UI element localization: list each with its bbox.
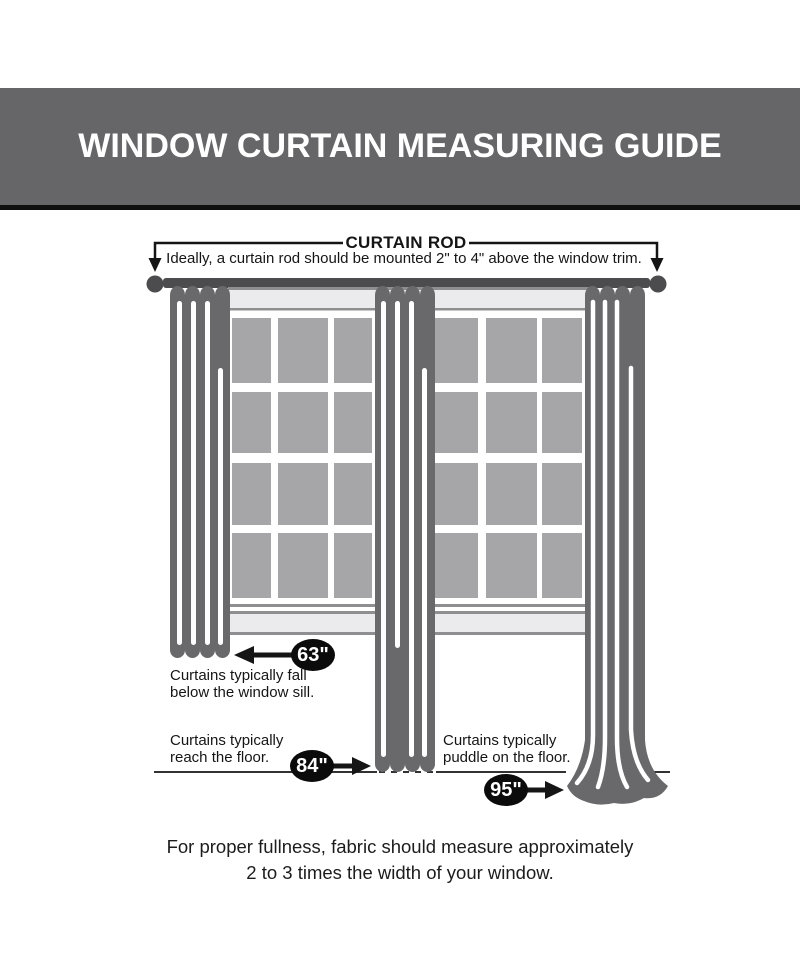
window-pane [435,463,478,525]
page-title: WINDOW CURTAIN MEASURING GUIDE [78,127,722,165]
rod-finial-left [147,276,164,293]
caption-line: below the window sill. [170,684,315,701]
caption-line: reach the floor. [170,749,270,766]
measure-arrow-63 [234,646,295,664]
arrow-down-icon [149,258,162,272]
caption-line: Curtains typically fall [170,667,307,684]
caption-line: Curtains typically [443,732,557,749]
measurement-badge-95 [484,774,528,806]
rod-finial-right [650,276,667,293]
window-pane [486,463,537,525]
arrow-down-icon [651,258,664,272]
window-pane [334,463,372,525]
measurement-value: 84" [296,754,328,777]
window-pane [435,392,478,453]
window-pane [486,533,537,598]
caption-line: Curtains typically [170,732,284,749]
curtain-right [567,286,668,805]
window-pane [334,533,372,598]
rod-callout-description: Ideally, a curtain rod should be mounted 2" to 4" above the window trim. [166,250,642,267]
window-pane [542,533,582,598]
window-pane [542,392,582,453]
window-pane [486,318,537,383]
window-pane [334,392,372,453]
window-pane [232,533,271,598]
window-pane [232,392,271,453]
caption-below-sill [170,667,314,701]
window-pane [232,463,271,525]
caption-reach-floor [170,732,283,766]
measurement-value: 95" [490,778,522,801]
rod-callout-label: CURTAIN ROD [345,233,467,252]
fullness-note [0,834,800,886]
window-pane [542,318,582,383]
window-pane [542,463,582,525]
window-pane [278,318,328,383]
caption-puddle-floor [443,732,571,766]
arrow-right-icon [545,781,564,799]
caption-line: puddle on the floor. [443,749,571,766]
measurement-value: 63" [297,643,329,666]
curtain-left [170,286,230,658]
window-pane [435,318,478,383]
window-pane [334,318,372,383]
window-pane [278,392,328,453]
window-pane [435,533,478,598]
measure-arrow-95 [524,781,564,799]
window-pane [486,392,537,453]
curtain-center [375,286,435,772]
window-pane [232,318,271,383]
fullness-note-line: For proper fullness, fabric should measure approximately [166,836,634,857]
arrow-left-icon [234,646,254,664]
fullness-note-line: 2 to 3 times the width of your window. [246,862,554,883]
measurement-badge-84 [290,750,334,782]
window-pane [278,463,328,525]
window-pane [278,533,328,598]
